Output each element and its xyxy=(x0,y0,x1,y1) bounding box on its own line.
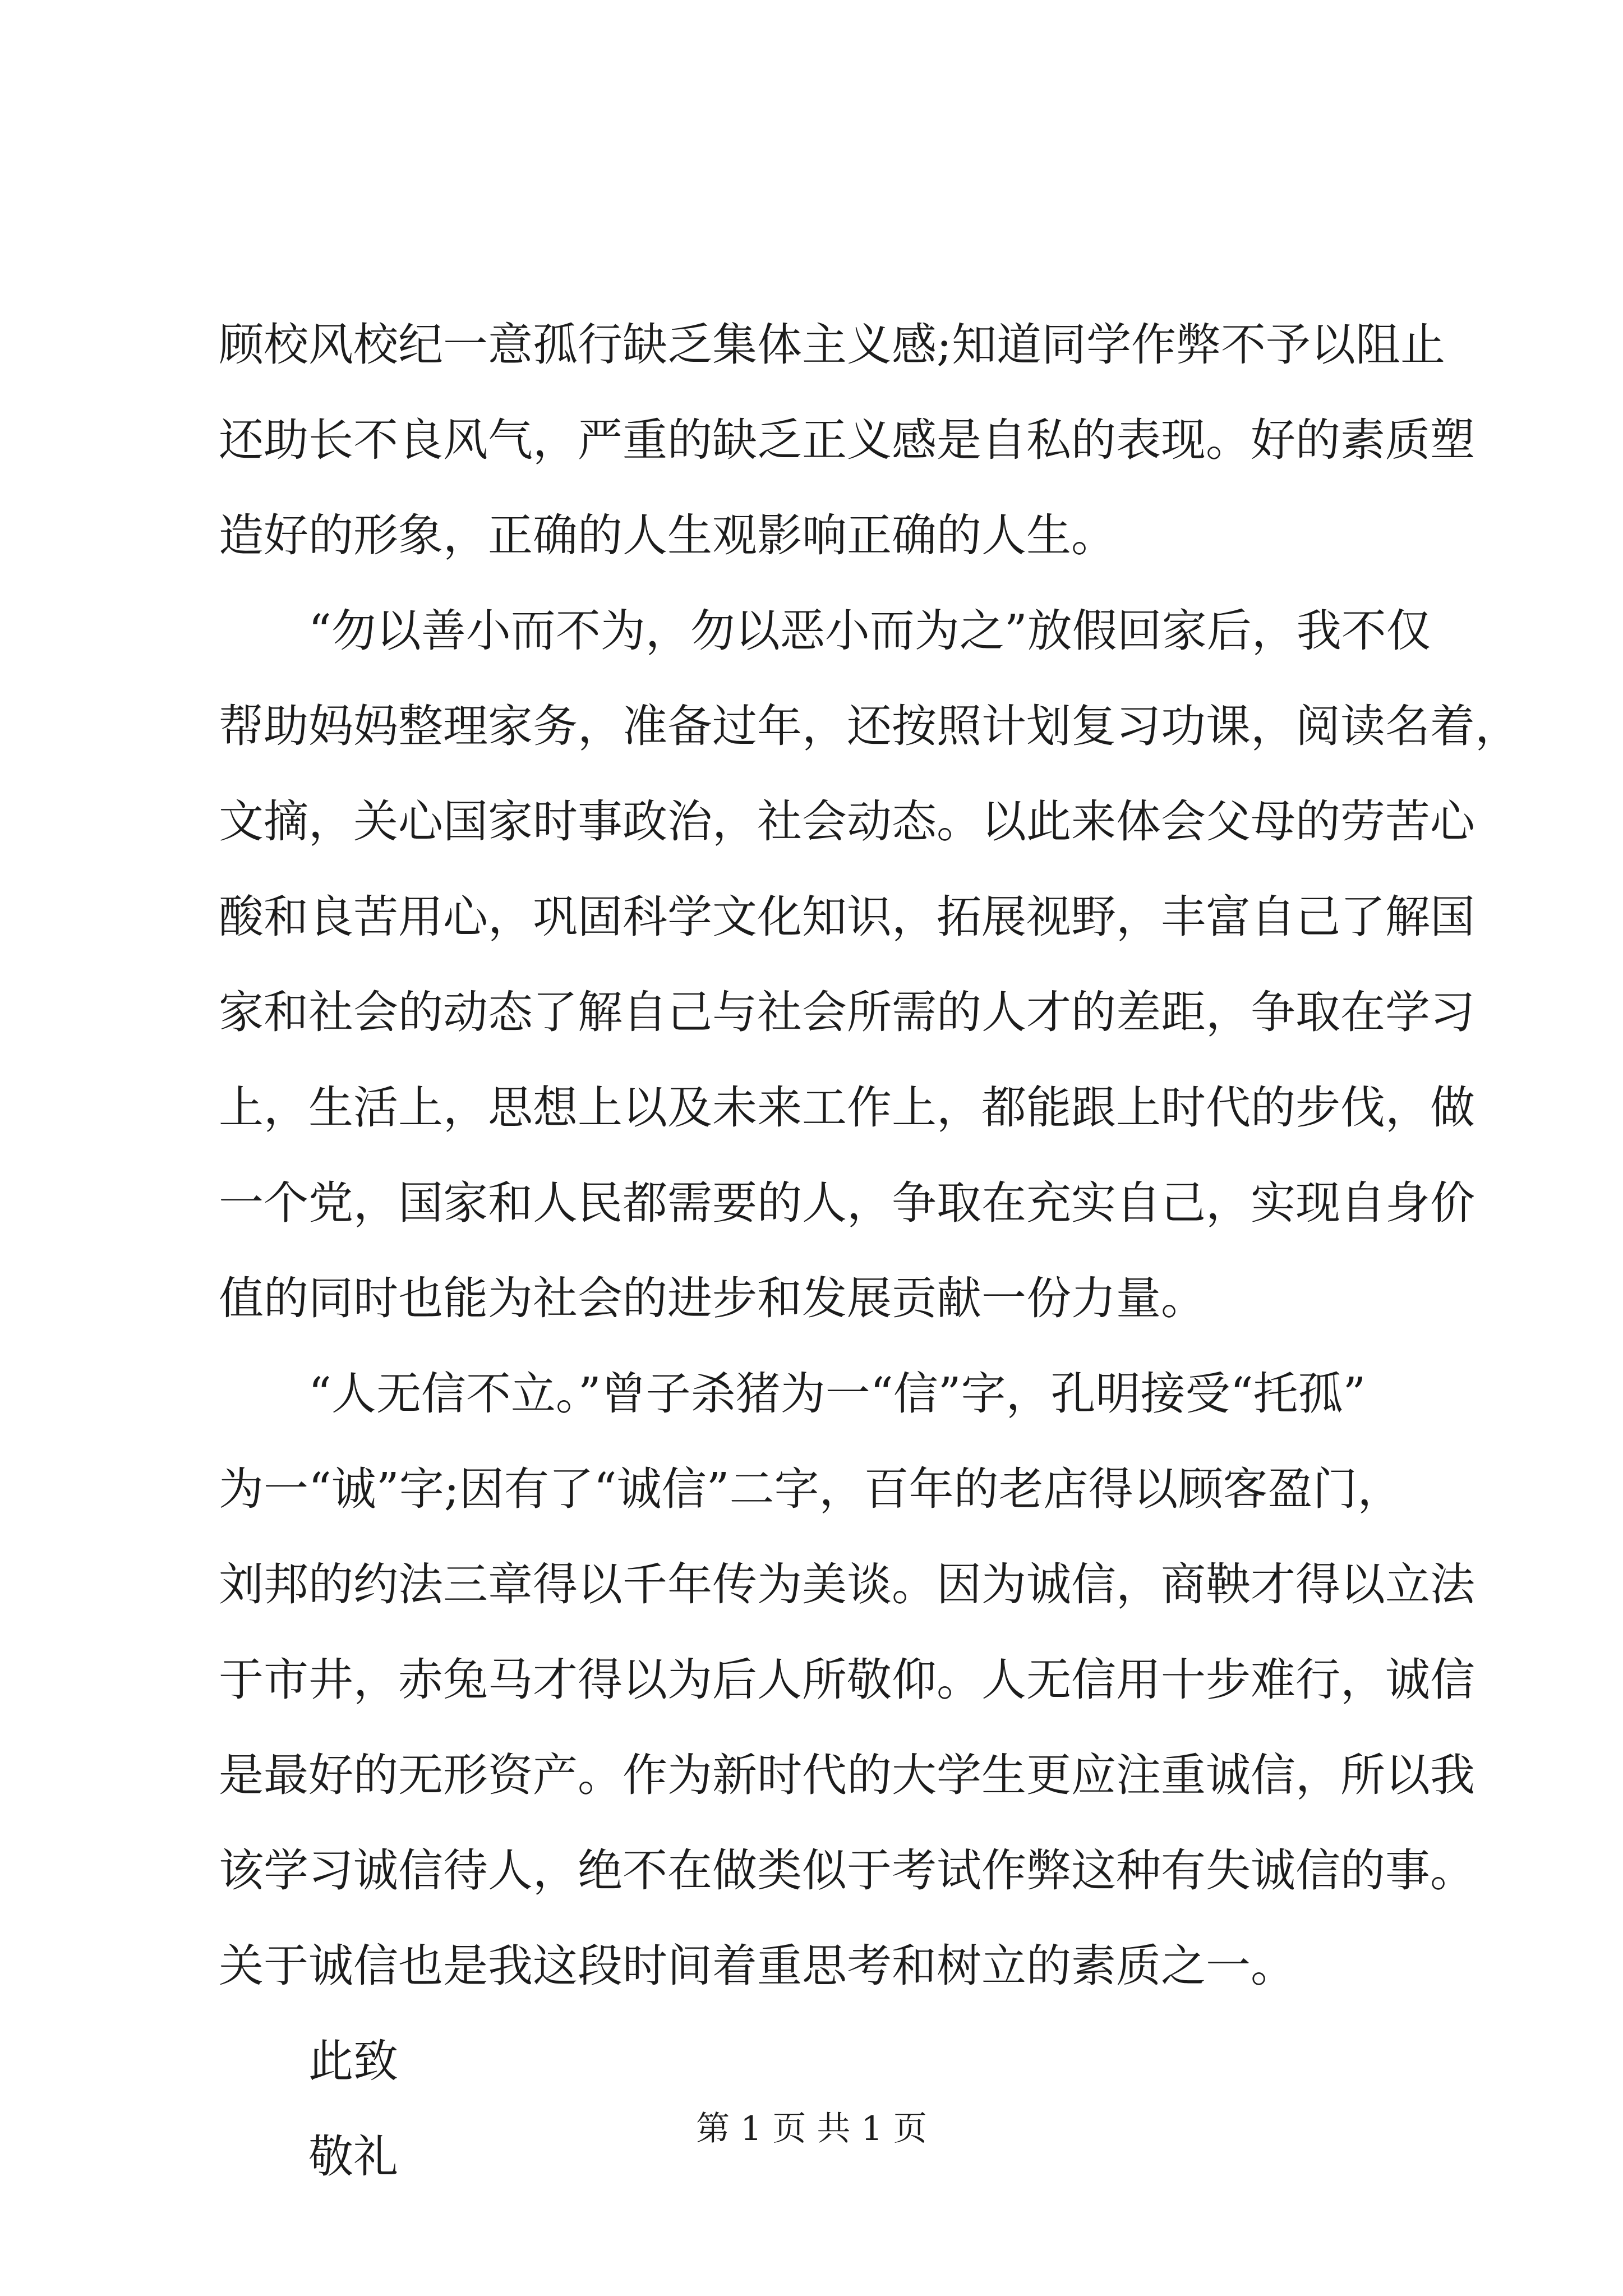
body-line: 造好的形象，正确的人生观影响正确的人生。 xyxy=(219,509,1116,562)
body-line: 帮助妈妈整理家务，准备过年，还按照计划复习功课，阅读名着， xyxy=(219,700,1520,752)
page-footer: 第 1 页 共 1 页 xyxy=(696,2109,927,2148)
body-line: 家和社会的动态了解自己与社会所需的人才的差距，争取在学习 xyxy=(219,986,1475,1038)
letter-body xyxy=(219,297,1520,2205)
body-line: 还助长不良风气，严重的缺乏正义感是自私的表现。好的素质塑 xyxy=(219,414,1475,466)
body-line: 酸和良苦用心，巩固科学文化知识，拓展视野，丰富自己了解国 xyxy=(219,891,1475,943)
body-line: 关于诚信也是我这段时间着重思考和树立的素质之一。 xyxy=(219,1940,1295,1992)
body-line: 于市井，赤兔马才得以为后人所敬仰。人无信用十步难行，诚信 xyxy=(219,1654,1475,1706)
body-line: 刘邦的约法三章得以千年传为美谈。因为诚信，商鞅才得以立法 xyxy=(219,1558,1475,1611)
body-line: 一个党，国家和人民都需要的人，争取在充实自己，实现自身价 xyxy=(219,1177,1475,1229)
closing-salutation: 此致 xyxy=(308,2035,398,2087)
body-line: 顾校风校纪一意孤行缺乏集体主义感;知道同学作弊不予以阻止 xyxy=(219,319,1445,371)
body-line: 文摘，关心国家时事政治，社会动态。以此来体会父母的劳苦心 xyxy=(219,795,1475,848)
body-line: 该学习诚信待人，绝不在做类似于考试作弊这种有失诚信的事。 xyxy=(219,1844,1475,1897)
paragraph-first-line: “人无信不立。”曾子杀猪为一“信”字，孔明接受“托孤” xyxy=(308,1368,1366,1420)
closing-regards: 敬礼 xyxy=(308,2131,398,2183)
body-line: 是最好的无形资产。作为新时代的大学生更应注重诚信，所以我 xyxy=(219,1749,1475,1801)
body-line: 值的同时也能为社会的进步和发展贡献一份力量。 xyxy=(219,1272,1206,1324)
body-line: 为一“诚”字;因有了“诚信”二字，百年的老店得以顾客盈门， xyxy=(219,1463,1403,1515)
paragraph-first-line: “勿以善小而不为，勿以恶小而为之”放假回家后，我不仅 xyxy=(308,605,1431,657)
body-line: 上，生活上，思想上以及未来工作上，都能跟上时代的步伐，做 xyxy=(219,1082,1475,1134)
